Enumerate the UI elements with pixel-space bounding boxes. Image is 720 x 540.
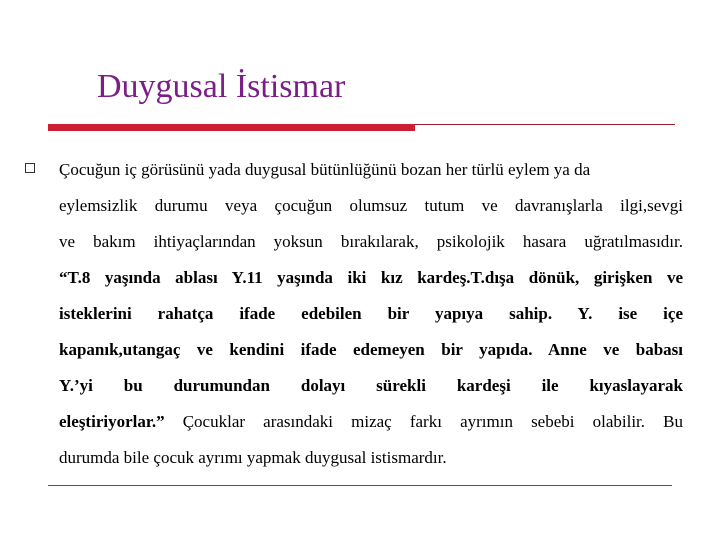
paragraph-line-4: “T.8 yaşında ablası Y.11 yaşında iki kız kardeş.T.dışa dönük, girişken ve <box>59 268 683 287</box>
title-rule-line <box>415 124 675 125</box>
quote-end-bold: eleştiriyorlar.” <box>59 412 165 431</box>
body-paragraph <box>59 152 683 476</box>
title-accent-bar <box>48 124 415 131</box>
paragraph-line-5: isteklerini rahatça ifade edebilen bir yapıya sahip. Y. ise içe <box>59 304 683 323</box>
bottom-rule-line <box>48 485 672 486</box>
paragraph-line-7: Y.’yi bu durumundan dolayı sürekli kardeşi ile kıyaslayarak <box>59 376 683 395</box>
paragraph-line-2: eylemsizlik durumu veya çocuğun olumsuz tutum ve davranışlarla ilgi,sevgi <box>59 196 683 215</box>
hollow-square-bullet-icon <box>25 163 35 173</box>
slide-title: Duygusal İstismar <box>97 68 346 105</box>
quote-followup: Çocuklar arasındaki mizaç farkı ayrımın sebebi olabilir. Bu <box>164 412 683 431</box>
paragraph-line-6: kapanık,utangaç ve kendini ifade edemeyen bir yapıda. Anne ve babası <box>59 340 683 359</box>
paragraph-line-3: ve bakım ihtiyaçlarından yoksun bırakılarak, psikolojik hasara uğratılmasıdır. <box>59 232 683 251</box>
paragraph-line-8 <box>59 404 683 440</box>
paragraph-line-9: durumda bile çocuk ayrımı yapmak duygusal istismardır. <box>59 448 447 467</box>
paragraph-line-1: Çocuğun iç görüsünü yada duygusal bütünlüğünü bozan her türlü eylem ya da <box>59 160 591 179</box>
